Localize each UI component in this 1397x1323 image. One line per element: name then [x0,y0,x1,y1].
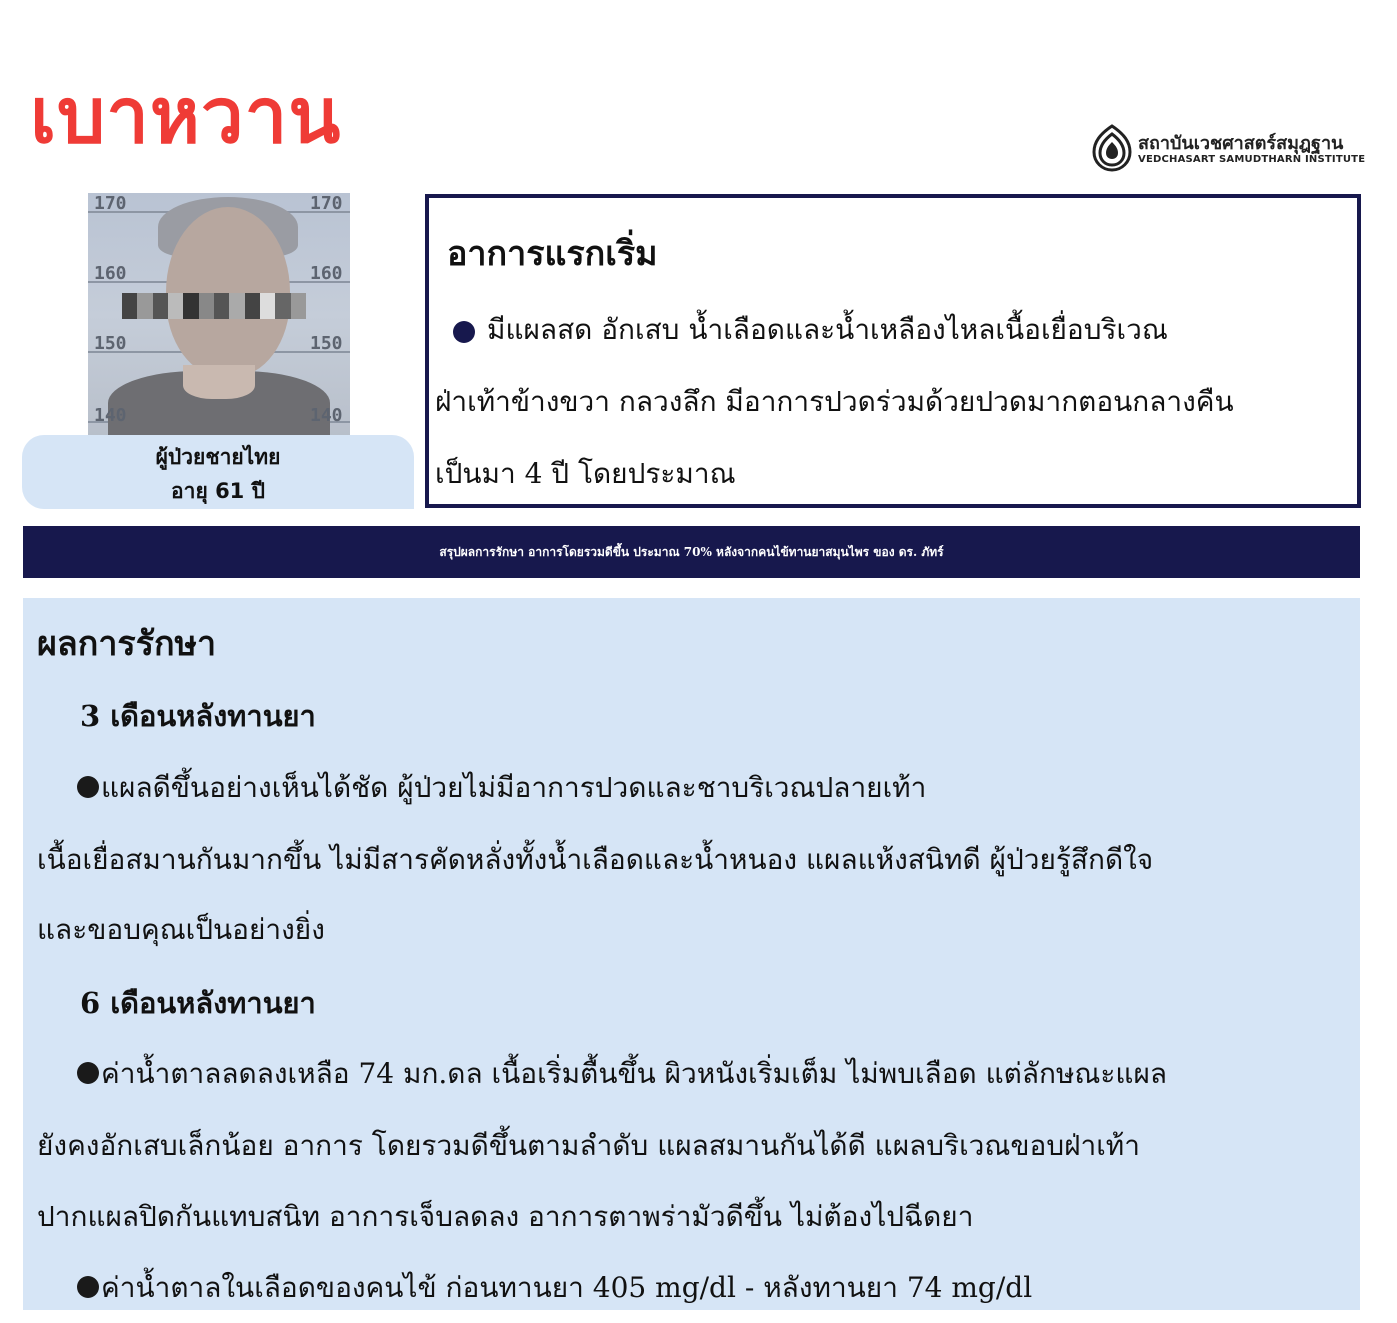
bullet-icon [77,1062,99,1084]
result-line: และขอบคุณเป็นอย่างยิ่ง [37,913,325,946]
symptom-text: มีแผลสด อักเสบ น้ำเลือดและน้ำเหลืองไหลเนื้อเยื่อบริเวณ [487,313,1168,346]
result-line [77,1052,1167,1096]
result-line: เนื้อเยื่อสมานกันมากขึ้น ไม่มีสารคัดหลั่งทั้งน้ำเลือดและน้ำหนอง แผลแห้งสนิทดี ผู้ป่วยรู้สึกดีใจ [37,843,1154,876]
patient-photo [88,193,350,438]
ruler-mark: 150 [94,333,127,354]
period-heading: 3 เดือนหลังทานยา [80,699,316,733]
result-line [77,1266,1032,1310]
ruler-mark: 170 [310,193,343,214]
result-line [77,766,926,810]
symptom-line: เป็นมา 4 ปี โดยประมาณ [435,457,736,490]
results-title: ผลการรักษา [37,624,217,664]
photo-face [166,207,290,377]
bullet-icon [77,776,99,798]
bullet-icon [453,321,475,343]
logo-english-name: VEDCHASART SAMUDTHARN INSTITUTE [1138,154,1366,165]
symptoms-title: อาการแรกเริ่ม [447,234,658,274]
symptom-line [453,308,1168,352]
photo-neck [183,365,255,399]
initial-symptoms-box [425,194,1361,508]
period-heading: 6 เดือนหลังทานยา [80,986,316,1020]
result-text: แผลดีขึ้นอย่างเห็นได้ชัด ผู้ป่วยไม่มีอาการปวดและชาบริเวณปลายเท้า [101,771,927,804]
symptom-line: ฝ่าเท้าข้างขวา กลวงลึก มีอาการปวดร่วมด้วยปวดมากตอนกลางคืน [435,385,1234,418]
institute-logo [1090,124,1370,174]
bullet-icon [77,1276,99,1298]
patient-description: ผู้ป่วยชายไทย [155,445,281,469]
treatment-summary-bar: สรุปผลการรักษา อาการโดยรวมดีขึ้น ประมาณ 70% หลังจากคนไข้ทานยาสมุนไพร ของ ดร. ภัทร์ [23,526,1360,578]
patient-age: อายุ 61 ปี [171,479,265,503]
result-line: ยังคงอักเสบเล็กน้อย อาการ โดยรวมดีขึ้นตามลำดับ แผลสมานกันได้ดี แผลบริเวณขอบฝ่าเท้า [37,1129,1140,1162]
privacy-blur [122,293,306,319]
result-text: ค่าน้ำตาลในเลือดของคนไข้ ก่อนทานยา 405 mg/dl - หลังทานยา 74 mg/dl [101,1271,1033,1304]
ruler-mark: 140 [94,405,127,426]
patient-info-card [22,435,414,509]
result-text: ค่าน้ำตาลลดลงเหลือ 74 มก.ดล เนื้อเริ่มตื้นขึ้น ผิวหนังเริ่มเต็ม ไม่พบเลือด แต่ลักษณะแผล [101,1057,1168,1090]
logo-thai-name: สถาบันเวชศาสตร์สมุฎฐาน [1138,133,1344,154]
ruler-mark: 160 [94,263,127,284]
ruler-mark: 160 [310,263,343,284]
ruler-mark: 140 [310,405,343,426]
ruler-mark: 170 [94,193,127,214]
page-title: เบาหวาน [30,71,342,160]
treatment-results-panel [23,598,1360,1310]
vedchasart-logo-icon [1090,124,1134,172]
ruler-mark: 150 [310,333,343,354]
result-line: ปากแผลปิดกันแทบสนิท อาการเจ็บลดลง อาการตาพร่ามัวดีขึ้น ไม่ต้องไปฉีดยา [37,1200,974,1233]
